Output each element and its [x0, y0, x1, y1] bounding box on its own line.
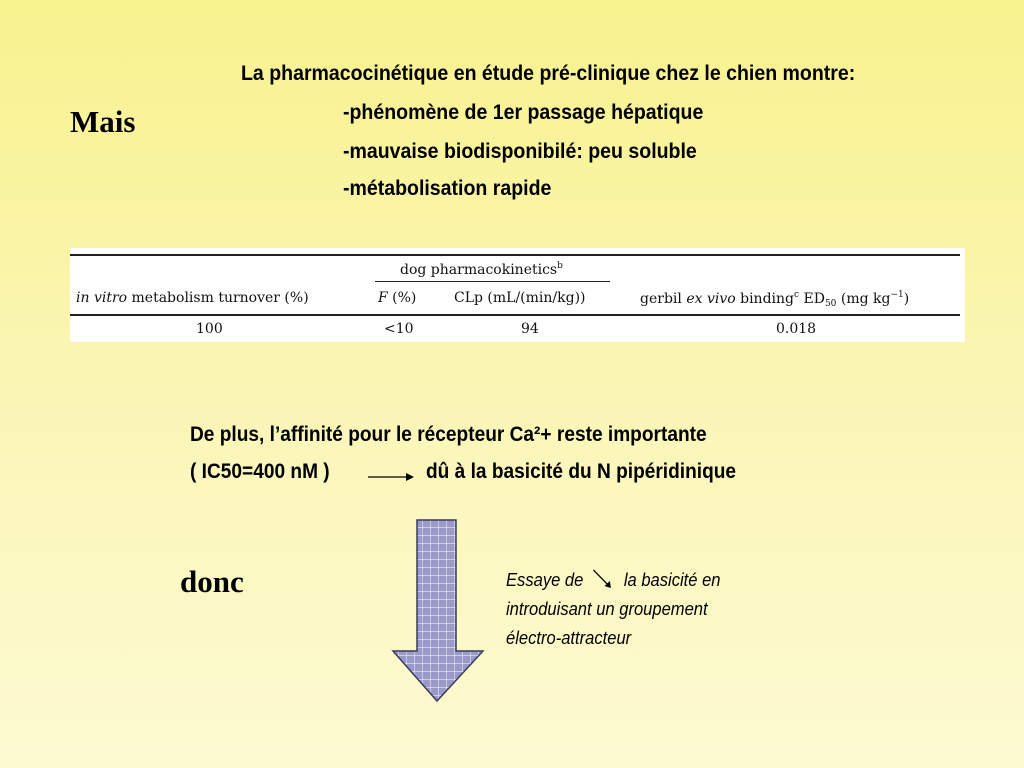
col-header-clp: CLp (mL/(min/kg)) [454, 290, 586, 306]
pk-table [70, 248, 965, 342]
group-header: dog pharmacokinetics$^b$ [400, 261, 563, 278]
note-line-2: introduisant un groupement [506, 599, 708, 619]
pk-bullet-metabolism: -métabolisation rapide [343, 177, 552, 200]
affinity-ic50: ( IC50=400 nM ) [190, 460, 330, 483]
cell-ed50: 0.018 [776, 321, 817, 337]
strategy-note [506, 566, 721, 653]
note-line-1a: Essaye de [506, 570, 584, 590]
pk-intro: La pharmacocinétique en étude pré-clinique chez le chien montre: [241, 62, 856, 85]
col-header-f: F (%) [378, 290, 417, 306]
affinity-line-1: De plus, l’affinité pour le récepteur Ca²+ reste importante [190, 423, 707, 446]
pk-bullet-bioavailability: -mauvaise biodisponibilé: peu soluble [343, 140, 697, 163]
pk-bullet-first-pass: -phénomène de 1er passage hépatique [343, 101, 704, 124]
label-donc: donc [180, 564, 244, 599]
down-arrow-icon [390, 519, 486, 703]
right-arrow-icon [368, 471, 414, 483]
cell-f: <10 [384, 321, 414, 337]
table-mid-rule [70, 314, 960, 316]
cell-clp: 94 [521, 321, 539, 337]
label-mais: Mais [70, 104, 136, 139]
col-header-metabolism: in vitro metabolism turnover (%) [76, 290, 309, 306]
note-line-3: électro-attracteur [506, 628, 632, 648]
col-header-ed50: gerbil ex vivo binding$^c$ $ED_{50}$ (mg $kg^{-1}$) [640, 290, 910, 309]
affinity-cause: dû à la basicité du N pipéridinique [426, 460, 737, 483]
group-rule [375, 281, 610, 282]
cell-turnover: 100 [196, 321, 223, 337]
decrease-arrow-icon [588, 569, 619, 589]
note-line-1b: la basicité en [623, 570, 721, 590]
table-top-rule [70, 254, 960, 256]
